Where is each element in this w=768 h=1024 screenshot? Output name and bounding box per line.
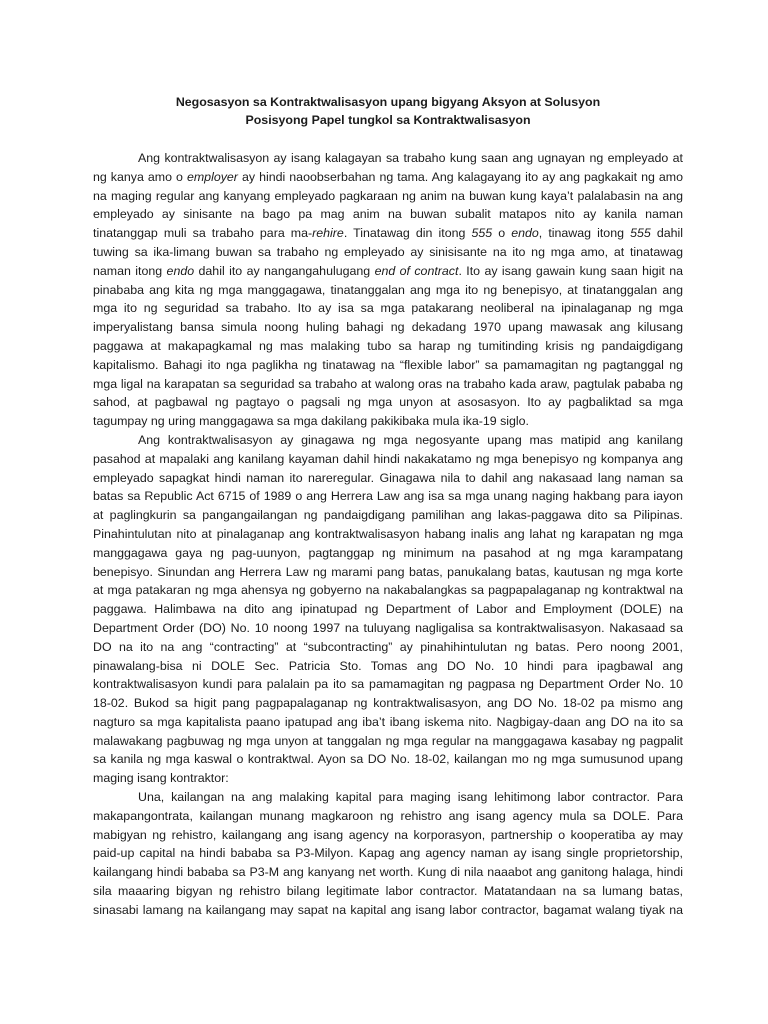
text-line: na maging regular ang kanyang empleyado pagkaraan ng anim na buwan kung kaya’t palalabasin na ang — [93, 188, 683, 203]
document-heading — [93, 93, 683, 131]
text-line: tuwing sa ika-limang buwan sa trabaho ng empleyado ay sinisisante na ito ng mga amo, at tinatawag — [93, 244, 683, 259]
text-line: kontraktwalisasyon kundi para palalain pa ito sa pamamagitan ng pagpasa ng Department Order No. 10 — [93, 677, 683, 692]
italic-text: endo — [511, 226, 539, 241]
text-line: pasahod at mapalaki ang kanilang kayaman dahil hindi nakakatamo ng mga benepisyo ng kompanya ang — [93, 451, 683, 466]
italic-text: 555 — [630, 226, 651, 241]
text-run: ay hindi naoobserbahan ng tama. Ang kalagayang ito ay ang pagkakait ng amo — [237, 169, 683, 184]
text-run: dahil — [650, 226, 684, 241]
text-line: Pinahintulutan nito at pinalaganap ang kontraktwalisasyon habang inalis ang lahat ng karapatan ng mga — [93, 526, 683, 541]
text-line — [93, 224, 683, 243]
text-run: . Ito ay isang gawain kung saan higit na — [458, 263, 684, 278]
document-page — [93, 93, 683, 920]
text-run: naman itong — [93, 263, 167, 278]
text-line: mga ligal na karapatan sa seguridad sa trabaho at walong oras na trabaho kada araw, pagtulak pababa ng — [93, 376, 683, 391]
paragraph-1 — [93, 149, 683, 431]
text-line — [93, 168, 683, 187]
text-line: sa kanila ng mga kaswal o kontraktwal. Ayon sa DO No. 18-02, kailangan mo ng mga sumusunod upang — [93, 752, 683, 767]
text-line: manggagawa gaya ng pag-uunyon, pagtanggap ng minimum na pasahod at ng mga karampatang — [93, 545, 683, 560]
text-line: pinawalang-bisa ni DOLE Sec. Patricia Sto. Tomas ang DO No. 10 hindi para ipagbawal ang — [93, 658, 683, 673]
text-line: malawakang pagbuwag ng mga unyon at tanggalan ng mga regular na manggagawa kasabay ng pagpalit — [93, 733, 683, 748]
text-line: empleyado sapagkat hindi naman ito nareregular. Ginagawa nila to dahil ang nakasaad lang naman sa — [93, 470, 683, 485]
text-line: Ang kontraktwalisasyon ay isang kalagayan sa trabaho kung saan ang ugnayan ng empleyado at — [138, 150, 683, 165]
text-line: mabigyan ng rehistro, kailangang ang isang agency na korporasyon, partnership o kooperatiba ay may — [93, 827, 683, 842]
text-line: mga ito ng seguridad sa trabaho. Ito ay isa sa mga patakarang neoliberal na ipinalaganap ng mga — [93, 301, 683, 316]
text-line: imperyalistang bansa simula noong huling bahagi ng dekadang 1970 upang mawasak ang kilusang — [93, 320, 683, 335]
paragraph-3 — [93, 788, 683, 920]
text-line: Una, kailangan na ang malaking kapital para maging isang lehitimong labor contractor. Para — [138, 790, 683, 805]
text-line: paggawa at makapagkamal ng mas malaking tubo sa harap ng tumitinding krisis ng pandaigdigang — [93, 338, 683, 353]
text-line: sinasabi lamang na kailangang may sapat na kapital ang isang labor contractor, bagamat walang tiyak na — [93, 902, 683, 917]
italic-text: rehire — [312, 226, 344, 241]
text-line: paggawa. Halimbawa na dito ang ipinatupad ng Department of Labor and Employment (DOLE) na — [93, 602, 683, 617]
text-line: maging isang kontraktor: — [93, 771, 229, 786]
document-subtitle: Posisyong Papel tungkol sa Kontraktwalisasyon — [245, 113, 531, 128]
paragraph-2 — [93, 431, 683, 788]
text-run: dahil ito ay nangangahulugang — [194, 263, 375, 278]
text-run: o — [492, 226, 512, 241]
text-run: , tinawag itong — [538, 226, 631, 241]
text-line: empleyado ay sinisante na bago pa mag anim na buwan subalit matapos nito ay kanila naman — [93, 207, 683, 222]
text-line: batas sa Republic Act 6715 of 1989 o ang Herrera Law ang isa sa mga unang naging hakbang para iayon — [93, 489, 683, 504]
text-line: benepisyo. Sinundan ang Herrera Law ng marami pang batas, panukalang batas, kautusan ng mga korte — [93, 564, 683, 579]
italic-text: 555 — [471, 226, 493, 241]
italic-text: employer — [186, 169, 238, 184]
text-line: sila maaaring bigyan ng rehistro bilang legitimate labor contractor. Matatandaan na sa lumang batas, — [93, 884, 683, 899]
text-run: ng kanya amo o — [93, 169, 187, 184]
text-line: paid-up capital na hindi bababa sa P3-Milyon. Kapag ang agency naman ay isang single proprietorship, — [93, 846, 683, 861]
italic-text: end of contract — [374, 263, 459, 278]
text-line: Ang kontraktwalisasyon ay ginagawa ng mga negosyante upang mas matipid ang kanilang — [138, 432, 683, 447]
text-line: DO na ito na ang “contracting” at “subcontracting” ay pinahihintulutan ng batas. Pero noong 2001, — [93, 639, 683, 654]
text-line: pinababa ang kita ng mga manggagawa, tinatanggalan ang mga ito ng benepisyo, at tinatanggalan ang — [93, 282, 683, 297]
text-line: 18-02. Bukod sa higit pang pagpapalaganap ng kontraktwalisasyon, ang DO No. 18-02 pa mismo ang — [93, 696, 683, 711]
document-title: Negosasyon sa Kontraktwalisasyon upang bigyang Aksyon at Solusyon — [175, 94, 601, 109]
text-run: tinatanggap muli sa trabaho para ma- — [93, 226, 313, 241]
text-line: nagturo sa mga kapitalista paano ipatupad ang iba’t ibang iskema nito. Nagbigay-daan ang DO na ito sa — [93, 714, 683, 729]
text-line: kapitalismo. Bahagi ito nga paglikha ng tinatawag na “flexible labor” sa pamamagitan ng pagtanggal ng — [93, 357, 683, 372]
text-line: tagumpay ng uring manggagawa sa mga dakilang pakikibaka mula ika-19 siglo. — [93, 414, 529, 429]
text-line — [93, 262, 683, 281]
text-line: at paglingkurin sa pangangailangan ng pandaigdigang pamilihan ang lakas-paggawa dito sa Pilipinas. — [93, 508, 683, 523]
text-line: makapangontrata, kailangan munang magkaroon ng rehistro ang isang agency mula sa DOLE. Para — [93, 808, 683, 823]
text-line: kailangang hindi bababa sa P3-M ang kanyang net worth. Kung di nila naaabot ang ganitong halaga, hindi — [93, 865, 683, 880]
text-line: Department Order (DO) No. 10 noong 1997 na tuluyang nagligalisa sa kontraktwalisasyon. Nakasaad sa — [93, 620, 683, 635]
text-run: . Tinatawag din itong — [343, 226, 472, 241]
text-line: sahod, at pagbawal ng pagtayo o pagsali ng mga unyon at asosasyon. Ito ay pagbaliktad sa mga — [93, 395, 683, 410]
italic-text: endo — [166, 263, 195, 278]
text-line: at mga patakaran ng mga ahensya ng gobyerno na nakabalangkas sa pagpapalaganap ng kontraktwal na — [93, 583, 683, 598]
